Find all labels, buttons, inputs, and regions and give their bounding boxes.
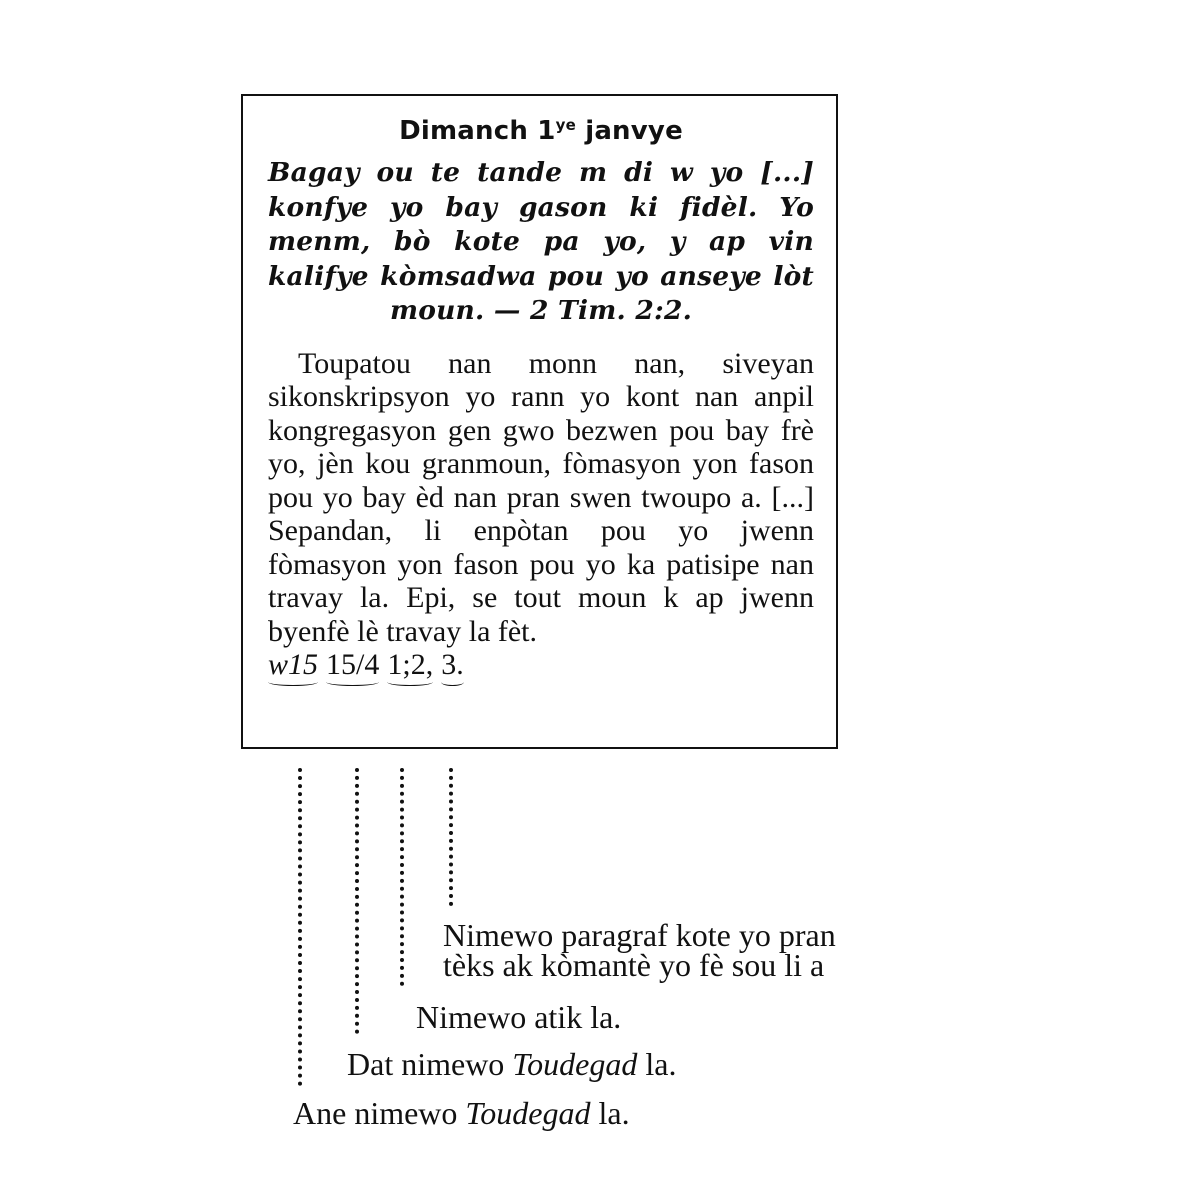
ref-year: w15 [268,648,318,686]
callout-year: Ane nimewo Toudegad la. [293,1095,630,1131]
leader-article [400,768,404,986]
reference-line [268,648,814,686]
ref-paragraphs: 1;2, [387,648,433,686]
ref-paragraphs-2: 3. [441,648,464,686]
comment-text: Toupatou nan monn nan, siveyan sikonskripsyon yo rann yo kont nan anpil kongregasyon gen gwo bezwen pou bay frè yo, jèn kou granmoun, fòmasyon yon fason pou yo bay èd nan pran swen twoupo a. [...] Sepandan, li enpòtan pou yo jwenn fòmasyon yon fason pou yo ka patisipe nan travay la. Epi, se tout moun k ap jwenn byenfè lè travay la fèt. [268,346,814,648]
callout-paragraphs: Nimewo paragraf kote yo pran tèks ak kòmantè yo fè sou li a [443,917,836,983]
date-heading: Dimanch $1^{ye}$ janvye [399,116,683,146]
leader-paragraphs [449,768,453,906]
leader-year [298,768,302,1086]
callout-date: Dat nimewo Toudegad la. [347,1046,677,1082]
daily-text-card [241,94,838,749]
callout-article: Nimewo atik la. [416,999,622,1035]
leader-issue [355,768,359,1034]
ref-issue: 15/4 [326,648,379,686]
scripture-text: Bagay ou te tande m di w yo [...] konfye yo bay gason ki fidèl. Yo menm, bò kote pa yo, y ap vin kalifye kòmsadwa pou yo anseye lòt moun. — 2 Tim. 2:2. [268,157,814,326]
